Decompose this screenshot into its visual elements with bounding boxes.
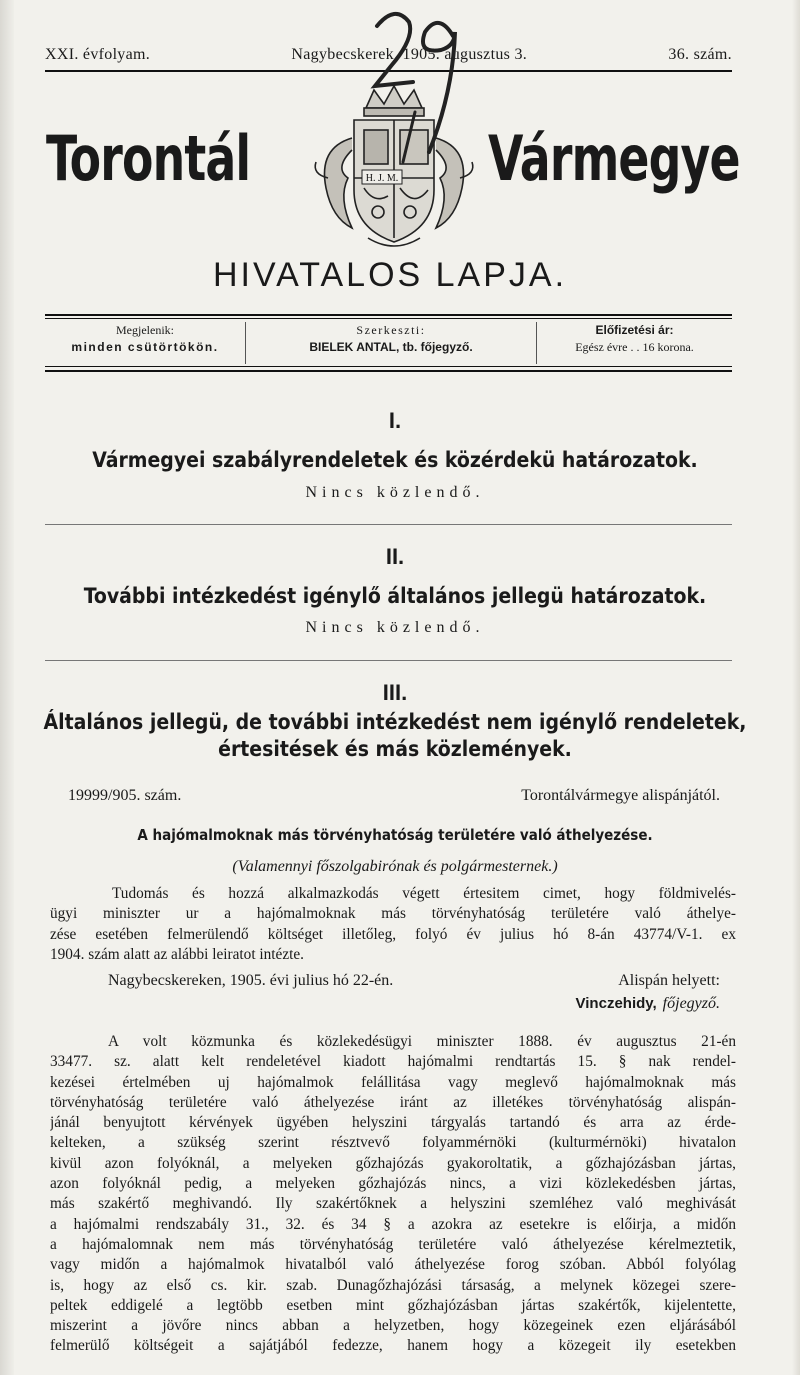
notice-heading: A hajómalmoknak más törvényhatóság területére való áthelyezése. (137, 826, 653, 844)
notice-signer-name: Vinczehidy, (575, 995, 657, 1012)
section-1-title: Vármegyei szabályrendeletek és közérdekü határozatok. (92, 448, 698, 472)
section-divider (45, 524, 732, 525)
notice-ref-number: 19999/905. szám. (68, 787, 182, 804)
letter-line: felmerülő költségeit a sajátjából fedezze, hanem hogy a közegeit ily esetekben (50, 1337, 736, 1355)
notice-body-line: 1904. szám alatt az alábbi leiratot intézte. (50, 945, 304, 963)
title-right: Vármegye (488, 122, 740, 195)
notice-body-line: Tudomás és hozzá alkalmazkodás végett értesitem cimet, hogy földmivelés- (112, 885, 736, 902)
letter-line: a hajómalmi rendszabály 31., 32. és 34 § a azokra az esetekre is előirja, a midőn (50, 1215, 736, 1233)
page-right-edge (792, 0, 800, 1375)
notice-body (50, 884, 736, 965)
publish-info (45, 322, 245, 364)
letter-line: peltek eddigelé a legtöbb esetben mint gőzhajózásban jártas szakértők, kijelentette, (50, 1296, 736, 1314)
letter-line: azon folyóknál pedig, a melyeken gőzhajózás nincs, a vizi közlekedésben jártas, (50, 1175, 736, 1193)
info-bar (45, 322, 732, 364)
info-rule-top (45, 314, 732, 316)
notice-date-line: Nagybecskereken, 1905. évi julius hó 22-én. (108, 972, 394, 989)
section-2-title: További intézkedést igénylő általános jellegü határozatok. (83, 584, 707, 608)
letter-line: A volt közmunka és közlekedésügyi miniszter 1888. év augusztus 21-én (108, 1033, 736, 1050)
info-rule-bottom (45, 370, 732, 372)
notice-date-row (108, 972, 720, 990)
section-2-note: Nincs közlendő. (305, 619, 485, 636)
section-2-number: II. (385, 544, 405, 569)
letter-line: jánál benyujtott kérvények ügyében helyszini tárgyalás tartandó és arra az érde- (50, 1114, 736, 1132)
info-rule-top-thin (45, 318, 732, 319)
volume-label: XXI. évfolyam. (45, 46, 151, 63)
letter-line: kelteken, a szükség szerint résztvevő folyammérnöki (kulturmérnöki) hivatalon (50, 1134, 736, 1152)
letter-line: miszerint a jövőre nincs abban a helyzetben, hogy közegeinek ezen eljárásából (50, 1317, 736, 1335)
place-date: Nagybecskerek, 1905. augusztus 3. (291, 46, 528, 63)
handwritten-mark-text: 29 (415, 170, 416, 171)
section-1-note: Nincs közlendő. (305, 484, 485, 501)
letter-line: vagy midőn a hajómalmok hivatalból való áthelyezése forog szóban. Abból folyólag (50, 1256, 736, 1274)
publish-label: Megjelenik: (116, 323, 174, 337)
letter-line: törvényhatóság területére való áthelyezése iránt az illetékes törvényhatóság alispán- (50, 1093, 736, 1111)
editor-value: BIELEK ANTAL, tb. főjegyző. (309, 340, 473, 354)
notice-signer-title: főjegyző. (662, 995, 720, 1012)
section-3-title-line2: értesitések és más közlemények. (218, 737, 572, 761)
issue-number: 36. szám. (668, 46, 732, 63)
title-left: Torontál (46, 122, 251, 195)
section-divider (45, 660, 732, 661)
letter-line: kezései értelmében uj hajómalmok felállitása vagy meglevő hajómalmoknak más (50, 1073, 736, 1091)
crest-label: H. J. M. (365, 173, 399, 184)
info-rule-bottom-thin (45, 366, 732, 367)
subtitle: HIVATALOS LAPJA. (212, 256, 568, 294)
handwritten-mark-icon (355, 2, 475, 172)
letter-line: is, hogy az első cs. kir. szab. Dunagőzhajózási társaság, a melynek közegei szere- (50, 1276, 736, 1294)
letter-line: 33477. sz. alatt kelt rendeletével kiadott hajómalmi rendtartás 15. § nak rendel- (50, 1053, 736, 1071)
letter-line: a hajómalomnak nem más törvényhatóság területére való áthelyezése kérelmeztetik, (50, 1235, 736, 1253)
price-info (537, 322, 732, 364)
letter-line: kivül azon folyóknál, a melyeken gőzhajózás gyakoroltatik, a gőzhajózásban jártas, (50, 1154, 736, 1172)
notice-deputy-label: Alispán helyett: (618, 972, 720, 989)
notice-signature-row (0, 995, 720, 1013)
letter-line: más szakértő meghivandó. Ily szakértőknek a helyszini szemléhez való meghivását (50, 1195, 736, 1213)
price-label: Előfizetési ár: (595, 323, 674, 337)
notice-addressees: (Valamennyi főszolgabirónak és polgármesternek.) (232, 858, 558, 875)
notice-ref-source: Torontálvármegye alispánjától. (521, 787, 720, 804)
section-1-number: I. (388, 408, 402, 433)
notice-reference-row (68, 787, 720, 805)
publish-value: minden csütörtökön. (71, 340, 219, 354)
notice-body-line: ügyi miniszter ur a hajómalmoknak más törvényhatóság területére való áthelye- (50, 905, 736, 923)
editor-info (245, 322, 537, 364)
price-value: Egész évre . . 16 korona. (575, 340, 694, 354)
editor-label: Szerkeszti: (356, 323, 426, 337)
notice-body-line: zése esetében felmerülendő költséget illetőleg, folyó év julius hó 8-án 43774/V-1. ex (50, 925, 736, 943)
section-3-number: III. (382, 680, 408, 705)
section-3-title-line1: Általános jellegü, de további intézkedést nem igénylő rendeletek, (43, 710, 747, 734)
letter-body (50, 1032, 736, 1357)
